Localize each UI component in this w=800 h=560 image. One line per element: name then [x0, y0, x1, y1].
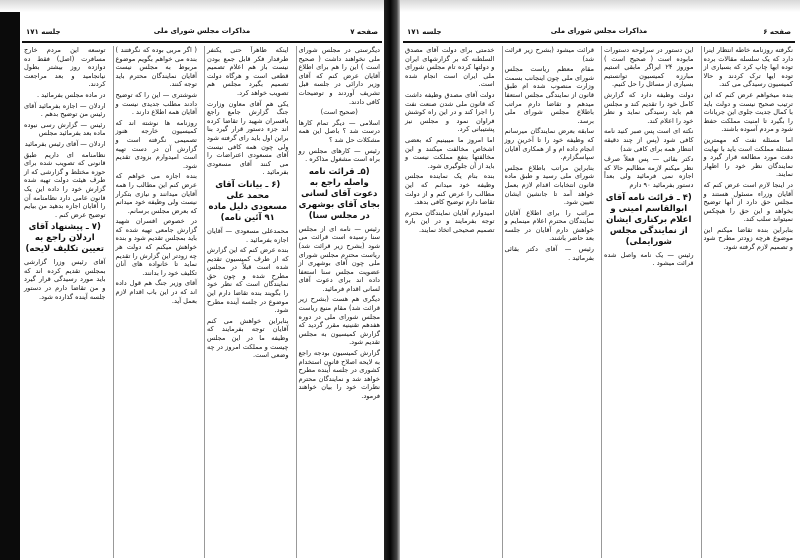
speaker-remark: رئیس — یک نامه واصل شده قرائت میشود . — [604, 250, 694, 268]
paragraph: آقای وزیر جنگ هم قول داده اند که در این باب اقدام لازم بعمل آید. — [115, 279, 197, 305]
text-column — [22, 46, 108, 558]
page-number: صفحه ۷ — [350, 28, 378, 36]
paragraph: دولت آقای مصدق وظیفه داشت که قانون ملی شدن صنعت نفت را اجرا کند و در این راه کوشش فراوان نمود و مجلس نیز پشتیبانی کرد. — [405, 90, 495, 134]
speaker-remark: رئیس — گزارش رسی نیوده ماده بعد بفرمائید مجلس — [24, 120, 106, 138]
paragraph: در ماده مجلس بفرمائید . — [36, 90, 106, 99]
text-column — [601, 46, 696, 558]
speaker-remark: رئیس — آقای دکتر بقائی بفرمائید . — [504, 245, 594, 262]
paragraph: نگرفته روزنامه خاطه انتظار اینرا دارد که یک سلسله مقالات برده توده ایها چاپ کرد که بسیاری از توده ایها ترک کردند و حالا کمیسیون رسیدگی می کند. — [703, 46, 793, 89]
paragraph: بنابراین خواهش می کنم آقایان توجه بفرمایند که وظیفه ما در این مجلس چیست و مملکت امروز در چه وضعی است. — [207, 316, 289, 360]
speaker-remark: شوشتری — این را که توضیح دادند مطلب جدیدی نیست و آقایان همه اطلاع دارند . — [115, 90, 197, 117]
text-column — [701, 46, 796, 558]
scanner-edge — [0, 0, 20, 560]
paragraph: گزارش کمیسیون بودجه راجع به لایحه اصلاح قانون استخدام کشوری در جلسه آینده مطرح خواهد شد و نمایندگان محترم نظرات خود را بیان خواهند فرمود. — [298, 349, 380, 400]
paragraph: این دستور در سرلوحه دستورات مابوده است ( صحیح است ) موروز ۲۴ ایراگر مابقی استیم مبارزه کمیسیون توانستیم بسیاری از مسائل را حل کنیم. — [604, 46, 694, 89]
page-number: صفحه ۶ — [763, 28, 791, 36]
page-header — [22, 26, 382, 40]
text-column — [113, 46, 200, 558]
section-heading: (۶ ـ بیانات آقای محمد علی مسعودی دلیل ماده ۹۱ آئین نامه) — [208, 179, 288, 223]
session-number: جلسه ۱۷۱ — [26, 28, 61, 36]
right-page — [403, 18, 795, 558]
running-title: مذاکرات مجلس شورای ملی — [550, 27, 648, 35]
section-heading: (۴ ـ قرائت نامه آقای ابوالقاسم امینی و اعلام برکناری ایشان از نمایندگی مجلس شورایملی) — [605, 192, 692, 247]
session-number: جلسه ۱۷۱ — [407, 28, 442, 36]
paragraph: خدمتی برای دولت آقای مصدق السلطنه که بر گزارشهای ایران و دولتها کرده تام مجلس شورای ملی ایران است انجام شده است. — [405, 46, 495, 89]
speaker-remark: محمدعلی مسعودی — آقایان اجازه بفرمائید . — [207, 226, 289, 244]
paragraph: بنابراین مراتب باطلاع مجلس شورای ملی رسید و طبق ماده قانون انتخابات اقدام لازم بعمل خواهد آمد تا جانشین ایشان تعیین شود. — [504, 163, 594, 207]
speaker-remark: رئیس — کارهای مجلس رو براه است مشغول مذاکره . — [298, 146, 380, 164]
speaker-remark: دکتر بقائی — پس فعلاً صرف نظر میکنم لازمه مطالبم حالا که اجازه نمی فرمائید ولی بعداً دستور بفرمائید ۹۰ دارم — [604, 155, 694, 189]
text-columns — [22, 46, 382, 558]
page-header — [403, 26, 795, 40]
left-page — [22, 18, 382, 558]
paragraph: اینکه ظاهراً حتی یکنفر طرفدار فکر قابل جمع بودن نیست باز هم اعلام تصمیم قطعی است و هرگاه دولت تصمیم بگیرد مجلس هم تصویب خواهد کرد. — [207, 46, 289, 97]
paragraph: بنده بنام یک نماینده مجلس وظیفه خود میدانم که این مطالب را عرض کنم و از دولت تقاضا دارم توضیح کافی بدهد. — [405, 172, 495, 207]
scanner-top-shadow — [0, 0, 800, 12]
paragraph: در خصوص افسران شهید گزارش جامعی تهیه شده که باید بمجلس تقدیم شود و بنده خواهش میکنم که دولت هر چه زودتر این گزارش را تقدیم نماید تا خانواده های آنان تکلیف خود را بدانند. — [115, 217, 197, 277]
text-column — [502, 46, 597, 558]
speaker-remark: اردلان — اجازه بفرمائید آقای رئیس من توضیح بدهم . — [24, 101, 106, 119]
paragraph: رئیس — نامه ای از مجلس سنا رسیده است قرائت می شود (بشرح زیر قرائت شد) ریاست محترم مجلس شورای ملی چون آقای بوشهری از عضویت مجلس سنا استعفا داده اند برای دعوت آقای لسانی اقدام فرمائید. — [298, 224, 380, 293]
speaker-remark: اسلامی — دیگر تمام کارها درست شد ؟ باصل این همه مشکلات حل شد ؟ — [298, 118, 380, 144]
paragraph: دیگری هم هست (بشرح زیر قرائت شد) مقام منیع ریاست مجلس شورای ملی در دوره هفدهم تقنینیه مقرر گردید که گزارش کمیسیون به مجلس تقدیم شود. — [298, 295, 380, 347]
paragraph: روزنامه ها نوشته اند که کمیسیون خارجه هنوز تصمیمی نگرفته است و گزارش آن در دست تهیه است امیدوارم بزودی تقدیم شود. — [115, 118, 197, 170]
paragraph: یکی هم آقای معاون وزارت جنگ گزارش جامع راجع بافسران شهید را تقاضا کرده اند جزء دستور قرار گیرد بنا براین اول باید رای گرفته شود ولی چون همه کافی نیست آقای مسعودی اعتراضات را می کنند آقای مسعودی بفرمائید . — [207, 99, 289, 177]
book-gutter — [384, 0, 400, 560]
paragraph: بنده میخواهم عرض کنم که این ترتیب صحیح نیست و دولت باید با کمال جدیت جلوی این جریانات را بگیرد تا امنیت مملکت حفظ شود و مردم آسوده باشند. — [703, 90, 793, 134]
paragraph: توسعه این مردم خارج مسافرت (اصل) فقط ده دوازده روز بیشتر بطول نیانجامید و بعد مراجعت کردند. — [24, 46, 106, 89]
text-columns — [403, 46, 795, 558]
paragraph: ( اگر مربی بوده که نگرفتند ) بنده می خواهم بگویم موضوع مربوط به مجلس نیست آقایان نمایندگان محترم باید توجه کنند. — [115, 46, 197, 89]
paragraph: امیدوارم آقایان نمایندگان محترم توجه بفرمایند و در این باره تصمیم صحیحی اتخاذ نمایند. — [405, 208, 495, 234]
paragraph: در اینجا لازم است عرض کنم که آقایان وزراء مسئول هستند و مجلس حق دارد از آنها توضیح بخواهد و این حق را هیچکس نمیتواند سلب کند. — [703, 180, 793, 224]
paragraph: دیگرستی در مجلس شورای ملی نخواهند داشت ( صحیح است ) این را هم برای اطلاع آقایان عرض کنم که آقای وزیر دارائی در جلسه قبل تشریف آوردند و توضیحات کافی دادند. — [298, 46, 380, 106]
section-heading: (۵ـ قرائت نامه واصله راجع به دعوت آقای لسانی بجای آقای بوشهری در مجلس سنا) — [298, 166, 380, 221]
text-column — [403, 46, 497, 558]
paragraph: بنده عرض کنم که این گزارش که از طرف کمیسیون تقدیم شده است قبلاً در مجلس مطرح شده و چون حق نمایندگان است که نظر خود را بگویند بنده تقاضا دارم این موضوع در جلسه آینده مطرح شود. — [207, 246, 289, 315]
paragraph: سابقه بعرض نمایندگان میرسانم که وظیفه خود را تا آخرین روز انجام داده ام و از همکاری آقایان سپاسگزارم. — [504, 127, 594, 162]
header-rule — [22, 41, 382, 43]
interjection: (صحیح است) — [320, 108, 358, 117]
section-heading: (۷ ـ پیشنهاد آقای اردلان راجع به تعیین تکلیف لایحه) — [25, 222, 104, 255]
paragraph: نظامنامه ای داریم طبق قانونی که تصویب شده برای حوزه مختلط و گزارشی که از طرف هیئت دولت تهیه شده گزارش خود را داده این یک قانون عامی دارد نظامنامه آن را آقایان اجازه بدهید من بیایم توضیح عرض کنم . — [24, 150, 106, 219]
paragraph: دولت وظیفه دارد که گزارش کامل خود را تقدیم کند و مجلس هم باید رسیدگی نماید و نظر خود را اعلام کند. — [604, 90, 694, 125]
header-rule — [403, 41, 795, 43]
text-column — [204, 46, 291, 558]
running-title: مذاکرات مجلس شورای ملی — [153, 27, 251, 35]
paragraph: آقای رئیس وزرا گزارشی بمجلس تقدیم کرده اند که باید مورد رسیدگی قرار گیرد و من تقاضا دارم در دستور جلسه آینده گذارده شود. — [24, 258, 106, 301]
paragraph: مراتب را برای اطلاع آقایان نمایندگان محترم اعلام مینمایم و خواهش دارم آقایان در جلسه بعد حاضر باشند. — [504, 208, 594, 243]
speaker-remark: اردلان — آقای رئیس بفرمائید — [24, 139, 106, 148]
paragraph: بنابراین بنده تقاضا میکنم این موضوع هرچه زودتر مطرح شود و تصمیم لازم گرفته شود. — [703, 225, 793, 252]
text-column — [296, 46, 383, 558]
paragraph: نکته ای است پس صبر کنید نامه کافی شود (پس از چند دقیقه انتظار همه برای کافی شد) — [604, 127, 694, 153]
paragraph: بنده اجازه می خواهم که عرض کنم این مطالب را همه آقایان میدانند و نیازی بتکرار نیست ولی وظیفه خود میدانم که بعرض مجلس برسانم. — [115, 172, 197, 215]
paragraph: قرائت میشود (بشرح زیر قرائت شد) — [504, 46, 594, 63]
paragraph: اما امروز ما میبینیم که بعضی اشخاص مخالفت میکنند و این مخالفتها بنفع مملکت نیست و باید از آن جلوگیری شود. — [405, 135, 495, 170]
paragraph: اما مسئله نفت که مهمترین مسئله مملکت است باید با نهایت دقت مورد مطالعه قرار گیرد و نمایندگان نظر خود را اظهار نمایند. — [703, 135, 793, 179]
paragraph: مقام معظم ریاست مجلس شورای ملی چون اینجانب بسمت وزارت منصوب شده ام طبق قانون از نمایندگی مجلس استعفا میدهم و تقاضا دارم مراتب باطلاع مجلس شورای ملی برسد. — [504, 65, 594, 125]
